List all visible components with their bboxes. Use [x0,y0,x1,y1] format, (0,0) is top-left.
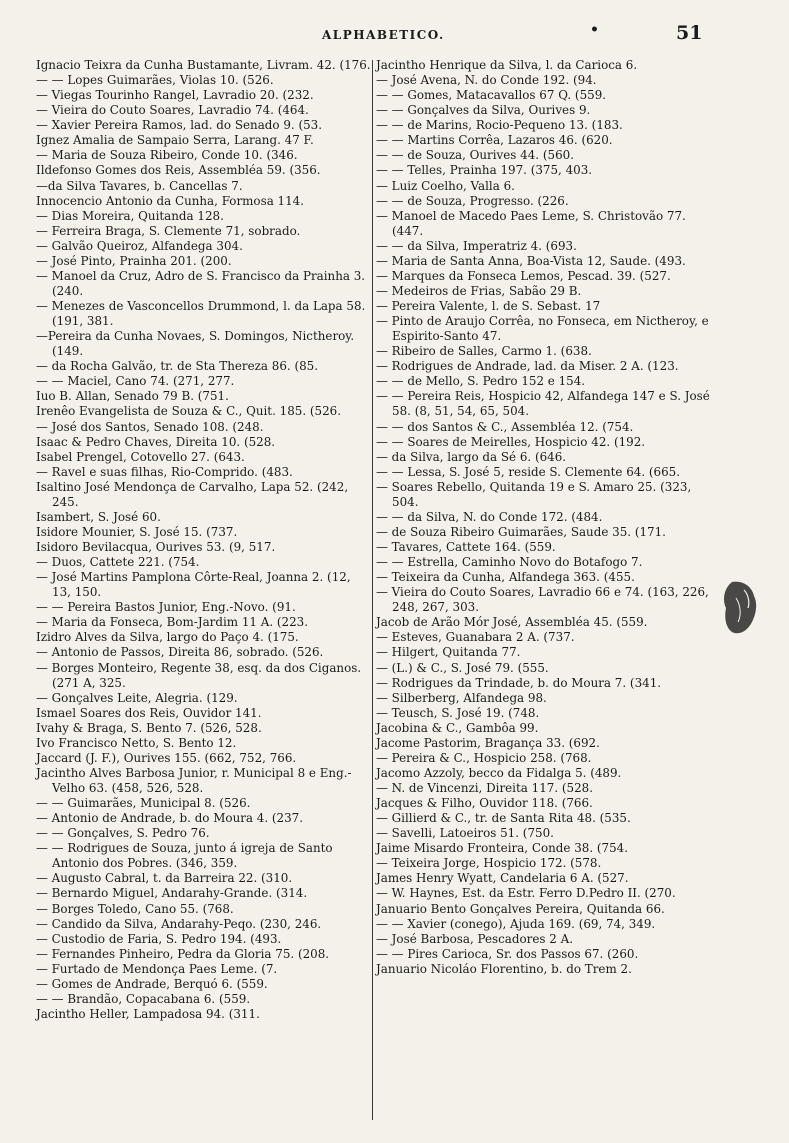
directory-entry: Iuo B. Allan, Senado 79 B. (751. [36,389,229,404]
directory-entry: — Pereira & C., Hospicio 258. (768. [376,750,592,765]
directory-entry: Jacintho Heller, Lampadosa 94. (311. [36,1006,260,1021]
directory-entry: — — Maciel, Cano 74. (271, 277. [36,374,235,389]
directory-entry: — — da Silva, Imperatriz 4. (693. [376,238,577,253]
directory-entry: Isaltino José Mendonça de Carvalho, Lapa 52. (242, 245. [36,479,349,509]
directory-entry: — — de Souza, Progresso. (226. [376,193,569,208]
directory-entry: — N. de Vincenzi, Direita 117. (528. [376,781,593,795]
header-dot: • [590,22,599,38]
directory-entry: — Viegas Tourinho Rangel, Lavradio 20. (232. [36,88,314,103]
directory-entry: — Fernandes Pinheiro, Pedra da Gloria 75. (208. [36,946,330,961]
directory-entry: — — de Mello, S. Pedro 152 e 154. [376,374,586,389]
directory-entry: — Ribeiro de Salles, Carmo 1. (638. [376,344,592,359]
directory-entry: — Menezes de Vasconcellos Drummond, l. da Lapa 58. (191, 381. [36,299,366,329]
directory-entry: — — dos Santos & C., Assembléa 12. (754. [376,419,634,434]
directory-entry: — — Estrella, Caminho Novo do Botafogo 7. [376,555,643,570]
directory-entry: — da Silva, largo da Sé 6. (646. [376,449,567,464]
directory-entry: — — Xavier (conego), Ajuda 169. (69, 74, 349. [376,916,656,931]
directory-entry: — Silberberg, Alfandega 98. [376,690,547,705]
directory-entry: — — Guimarães, Municipal 8. (526. [36,796,251,811]
directory-entry: — Gomes de Andrade, Berquó 6. (559. [36,976,268,991]
directory-entry: — Pinto de Araujo Corrêa, no Fonseca, em Nictheroy, e Espirito-Santo 47. [376,314,709,344]
directory-entry: — — da Silva, N. do Conde 172. (484. [376,509,603,524]
directory-entry: Ildefonso Gomes dos Reis, Assembléa 59. (356. [36,163,321,178]
directory-entry: — da Rocha Galvão, tr. de Sta Thereza 86. (85. [36,359,319,374]
directory-entry: Jaccard (J. F.), Ourives 155. (662, 752, 766. [36,750,297,765]
directory-entry: — — Soares de Meirelles, Hospicio 42. (192. [376,434,646,449]
directory-entry: — Manoel de Macedo Paes Leme, S. Christovão 77. (447. [376,208,686,238]
directory-entry: — Xavier Pereira Ramos, lad. do Senado 9. (53. [36,118,323,133]
directory-entry: — José Avena, N. do Conde 192. (94. [376,73,597,88]
directory-entry: — — de Marins, Rocio-Pequeno 13. (183. [376,118,623,133]
directory-entry: — Medeiros de Frias, Sabão 29 B. [376,283,582,298]
directory-entry: — de Souza Ribeiro Guimarães, Saude 35. (171. [376,524,666,539]
directory-entry: Innocencio Antonio da Cunha, Formosa 114. [36,193,305,208]
directory-entry: — Vieira do Couto Soares, Lavradio 66 e 74. (163, 226, 248, 267, 303. [376,585,709,615]
directory-entry: — Borges Monteiro, Regente 38, esq. da dos Ciganos. (271 A, 325. [36,660,362,690]
directory-entry: Jacomo Azzoly, becco da Fidalga 5. (489. [376,765,622,780]
directory-entry: — Rodrigues de Andrade, lad. da Miser. 2 A. (123. [376,359,679,374]
directory-entry: Jacintho Alves Barbosa Junior, r. Municipal 8 e Eng.-Velho 63. (458, 526, 528. [36,765,352,795]
directory-entry: James Henry Wyatt, Candelaria 6 A. (527. [376,871,629,886]
left-column [36,58,373,1022]
directory-entry: — Maria de Santa Anna, Boa-Vista 12, Saude. (493. [376,253,686,268]
directory-entry: — (L.) & C., S. José 79. (555. [376,660,549,675]
directory-entry: Januario Nicoláo Florentino, b. do Trem 2. [376,961,632,976]
directory-entry: — Custodio de Faria, S. Pedro 194. (493. [36,931,282,946]
directory-entry: —Pereira da Cunha Novaes, S. Domingos, Nictheroy. (149. [36,329,355,359]
directory-entry: — Marques da Fonseca Lemos, Pescad. 39. (527. [376,268,671,283]
directory-entry: — — Lessa, S. José 5, reside S. Clemente 64. (665. [376,464,681,479]
page-number: 51 [676,22,703,44]
directory-entry: — Ravel e suas filhas, Rio-Comprido. (483. [36,464,293,479]
right-column [376,58,717,977]
directory-entry: — Savelli, Latoeiros 51. (750. [376,826,554,841]
directory-entry: — José Pinto, Prainha 201. (200. [36,253,232,268]
directory-entry: Isabel Prengel, Cotovello 27. (643. [36,449,245,464]
directory-entry: — Hilgert, Quitanda 77. [376,645,521,660]
directory-entry: — Luiz Coelho, Valla 6. [376,178,515,193]
directory-entry: Isambert, S. José 60. [36,509,161,524]
directory-entry: — — Rodrigues de Souza, junto á igreja de Santo Antonio dos Pobres. (346, 359. [36,841,333,871]
page-header [0,22,789,52]
directory-entry: — Vieira do Couto Soares, Lavradio 74. (464. [36,103,309,118]
ink-blot [718,578,760,638]
directory-entry: Isidore Mounier, S. José 15. (737. [36,524,238,539]
directory-entry: — Rodrigues da Trindade, b. do Moura 7. (341. [376,675,662,690]
directory-entry: — José dos Santos, Senado 108. (248. [36,419,264,434]
directory-entry: — Gillierd & C., tr. de Santa Rita 48. (535. [376,811,631,826]
directory-entry: — Tavares, Cattete 164. (559. [376,540,556,554]
directory-entry: Ivo Francisco Netto, S. Bento 12. [36,735,237,750]
directory-entry: Jacobina & C., Gambôa 99. [376,720,539,735]
directory-entry: — Teixeira da Cunha, Alfandega 363. (455. [376,570,635,585]
directory-entry: Ignez Amalia de Sampaio Serra, Larang. 47 F. [36,133,314,148]
directory-entry: Isidoro Bevilacqua, Ourives 53. (9, 517. [36,540,276,554]
directory-entry: — Esteves, Guanabara 2 A. (737. [376,630,575,645]
directory-entry: Ismael Soares dos Reis, Ouvidor 141. [36,705,262,720]
directory-entry: — Teusch, S. José 19. (748. [376,705,540,720]
directory-entry: Isaac & Pedro Chaves, Direita 10. (528. [36,434,276,449]
directory-entry: —da Silva Tavares, b. Cancellas 7. [36,178,243,193]
directory-entry: Ignacio Teixra da Cunha Bustamante, Livram. 42. (176. [36,58,371,72]
directory-entry: — — Gomes, Matacavallos 67 Q. (559. [376,88,607,103]
directory-entry: — — Pereira Bastos Junior, Eng.-Novo. (91. [36,600,296,615]
directory-entry: — Antonio de Passos, Direita 86, sobrado. (526. [36,645,324,660]
directory-entry: — Bernardo Miguel, Andarahy-Grande. (314. [36,886,308,901]
directory-entry: — Galvão Queiroz, Alfandega 304. [36,238,243,253]
directory-entry: — José Martins Pamplona Côrte-Real, Joanna 2. (12, 13, 150. [36,570,351,600]
directory-entry: — Duos, Cattete 221. (754. [36,555,200,570]
directory-entry: — Maria da Fonseca, Bom-Jardim 11 A. (223. [36,615,309,630]
directory-entry: Irenêo Evangelista de Souza & C., Quit. 185. (526. [36,404,342,419]
directory-entry: — Dias Moreira, Quitanda 128. [36,208,224,223]
running-title: ALPHABETICO. [322,28,445,42]
directory-entry: — — Gonçalves, S. Pedro 76. [36,826,210,841]
directory-entry: — Borges Toledo, Cano 55. (768. [36,901,234,916]
directory-entry: — Maria de Souza Ribeiro, Conde 10. (346. [36,148,298,163]
directory-entry: — — Brandão, Copacabana 6. (559. [36,991,251,1006]
directory-entry: — Pereira Valente, l. de S. Sebast. 17 [376,299,601,313]
directory-entry: — — Pereira Reis, Hospicio 42, Alfandega 147 e S. José 58. (8, 51, 54, 65, 504. [376,389,710,419]
directory-entry: Januario Bento Gonçalves Pereira, Quitanda 66. [376,901,665,916]
directory-entry: — Candido da Silva, Andarahy-Peqo. (230, 246. [36,916,322,931]
directory-entry: — Augusto Cabral, t. da Barreira 22. (310. [36,871,293,886]
directory-entry: Jacques & Filho, Ouvidor 118. (766. [376,796,593,811]
directory-entry: Jacintho Henrique da Silva, l. da Carioca 6. [376,58,638,72]
directory-entry: — Furtado de Mendonça Paes Leme. (7. [36,961,278,976]
directory-entry: — W. Haynes, Est. da Estr. Ferro D.Pedro II. (270. [376,886,676,901]
directory-entry: — Ferreira Braga, S. Clemente 71, sobrado. [36,223,301,238]
directory-entry: — Soares Rebello, Quitanda 19 e S. Amaro 25. (323, 504. [376,479,692,509]
directory-entry: — — Lopes Guimarães, Violas 10. (526. [36,73,274,88]
directory-entry: — Manoel da Cruz, Adro de S. Francisco da Prainha 3. (240. [36,268,366,298]
directory-entry: Jacob de Arão Mór José, Assembléa 45. (559. [376,615,648,630]
directory-entry: — — Martins Corrêa, Lazaros 46. (620. [376,133,613,148]
directory-entry: Jaime Misardo Fronteira, Conde 38. (754. [376,841,629,856]
directory-entry: — Antonio de Andrade, b. do Moura 4. (237. [36,811,304,826]
directory-entry: — — Pires Carioca, Sr. dos Passos 67. (260. [376,946,639,961]
directory-entry: — — Telles, Prainha 197. (375, 403. [376,163,593,178]
directory-entry: — José Barbosa, Pescadores 2 A. [376,931,573,946]
directory-entry: Jacome Pastorim, Bragança 33. (692. [376,735,600,750]
directory-entry: — Teixeira Jorge, Hospicio 172. (578. [376,856,602,871]
directory-entry: Izidro Alves da Silva, largo do Paço 4. (175. [36,630,299,645]
directory-entry: — — de Souza, Ourives 44. (560. [376,148,574,163]
directory-entry: Ivahy & Braga, S. Bento 7. (526, 528. [36,720,262,735]
directory-entry: — — Gonçalves da Silva, Ourives 9. [376,103,591,118]
directory-entry: — Gonçalves Leite, Alegria. (129. [36,690,238,705]
